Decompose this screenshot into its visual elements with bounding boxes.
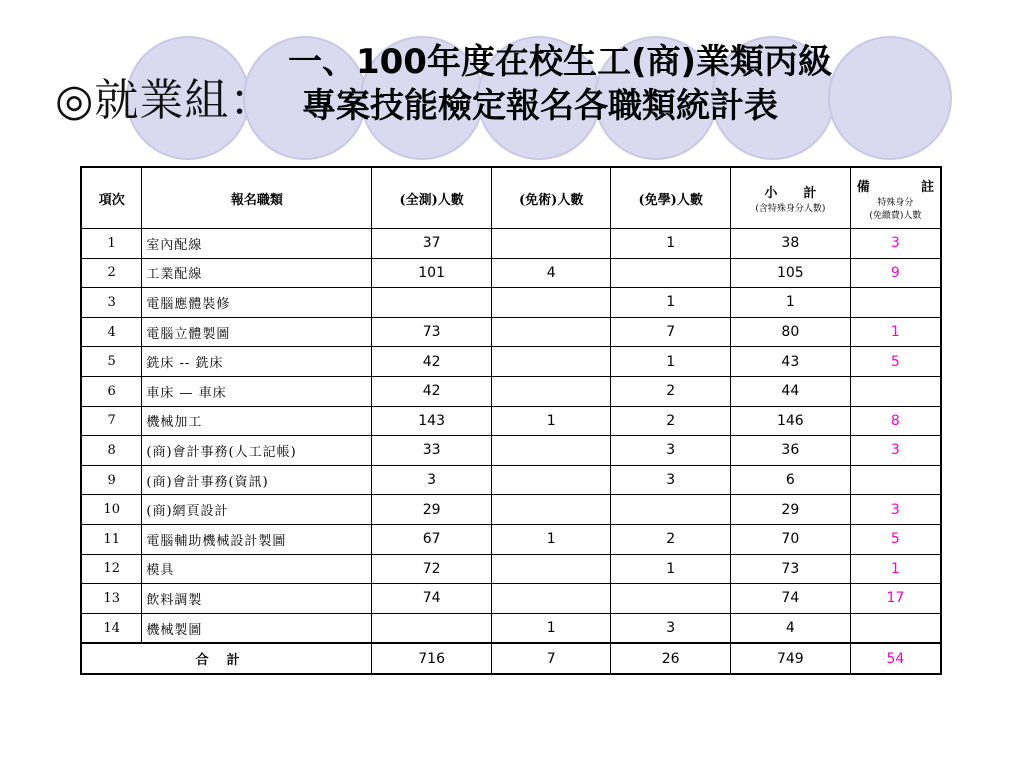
row-no: 12 [81, 554, 142, 584]
row-exempt-skill: 1 [491, 613, 611, 643]
row-subtotal: 70 [730, 524, 850, 554]
row-no: 11 [81, 524, 142, 554]
total-subtotal: 749 [730, 643, 850, 674]
row-note: 1 [850, 317, 941, 347]
total-exempt-skill: 7 [491, 643, 611, 674]
row-job: 室內配線 [142, 229, 372, 259]
table-row [81, 584, 941, 614]
row-note: 1 [850, 554, 941, 584]
row-note: 5 [850, 524, 941, 554]
row-job: 工業配線 [142, 258, 372, 288]
table-row [81, 376, 941, 406]
row-exempt-skill [491, 229, 611, 259]
row-exempt-theory [611, 258, 731, 288]
row-exempt-skill [491, 288, 611, 318]
row-exempt-theory: 2 [611, 524, 731, 554]
row-note: 5 [850, 347, 941, 377]
row-no: 4 [81, 317, 142, 347]
row-subtotal: 4 [730, 613, 850, 643]
row-exempt-theory: 1 [611, 288, 731, 318]
row-note [850, 465, 941, 495]
header-note-label-2: 註 [920, 179, 934, 195]
header-exempt-theory: (免學)人數 [611, 167, 731, 229]
row-exempt-skill [491, 465, 611, 495]
header-note-sub-1: 特殊身分 [877, 197, 914, 208]
table-header-row [81, 167, 941, 229]
row-job: 電腦輔助機械設計製圖 [142, 524, 372, 554]
row-exempt-theory: 3 [611, 465, 731, 495]
header-job: 報名職類 [142, 167, 372, 229]
header-note [850, 167, 941, 229]
row-job: (商)會計事務(人工記帳) [142, 436, 372, 466]
row-subtotal: 105 [730, 258, 850, 288]
header-full: (全測)人數 [372, 167, 492, 229]
row-no: 5 [81, 347, 142, 377]
header-note-title [853, 176, 938, 195]
row-no: 6 [81, 376, 142, 406]
header-subtotal [730, 167, 850, 229]
table-row [81, 495, 941, 525]
row-subtotal: 6 [730, 465, 850, 495]
row-exempt-skill [491, 584, 611, 614]
row-no: 10 [81, 495, 142, 525]
row-subtotal: 1 [730, 288, 850, 318]
row-exempt-skill [491, 554, 611, 584]
row-job: 電腦立體製圖 [142, 317, 372, 347]
row-subtotal: 36 [730, 436, 850, 466]
row-no: 8 [81, 436, 142, 466]
row-full [372, 288, 492, 318]
row-note [850, 376, 941, 406]
statistics-table [80, 166, 942, 675]
row-full: 42 [372, 376, 492, 406]
row-note [850, 613, 941, 643]
table-body [81, 229, 941, 644]
row-full: 73 [372, 317, 492, 347]
row-full: 33 [372, 436, 492, 466]
row-note: 17 [850, 584, 941, 614]
table-row [81, 288, 941, 318]
row-exempt-theory: 1 [611, 554, 731, 584]
row-job: 機械加工 [142, 406, 372, 436]
row-exempt-skill [491, 317, 611, 347]
row-exempt-skill [491, 436, 611, 466]
row-exempt-theory: 3 [611, 613, 731, 643]
total-exempt-theory: 26 [611, 643, 731, 674]
title-line-2: 專案技能檢定報名各職類統計表 [302, 86, 778, 126]
row-job: 飲料調製 [142, 584, 372, 614]
row-full: 37 [372, 229, 492, 259]
header-no: 項次 [81, 167, 142, 229]
total-row [81, 643, 941, 674]
row-full: 3 [372, 465, 492, 495]
row-exempt-skill [491, 347, 611, 377]
row-job: 模具 [142, 554, 372, 584]
row-subtotal: 74 [730, 584, 850, 614]
row-exempt-theory: 7 [611, 317, 731, 347]
table-row [81, 347, 941, 377]
table-row [81, 465, 941, 495]
row-subtotal: 44 [730, 376, 850, 406]
section-label: ◎就業組： [55, 75, 275, 126]
row-subtotal: 29 [730, 495, 850, 525]
table-row [81, 317, 941, 347]
row-exempt-theory: 2 [611, 376, 731, 406]
table-row [81, 258, 941, 288]
row-job: (商)會計事務(資訊) [142, 465, 372, 495]
table-row [81, 406, 941, 436]
header-subtotal-label: 小 計 [764, 186, 817, 201]
row-exempt-theory [611, 495, 731, 525]
row-subtotal: 146 [730, 406, 850, 436]
table-row [81, 554, 941, 584]
row-exempt-skill [491, 495, 611, 525]
table-row [81, 436, 941, 466]
row-full: 101 [372, 258, 492, 288]
row-subtotal: 43 [730, 347, 850, 377]
table-row [81, 613, 941, 643]
row-job: 車床 — 車床 [142, 376, 372, 406]
table-row [81, 229, 941, 259]
row-exempt-theory [611, 584, 731, 614]
row-full: 72 [372, 554, 492, 584]
row-exempt-theory: 3 [611, 436, 731, 466]
header-note-label: 備 [856, 179, 870, 195]
row-job: 銑床 -- 銑床 [142, 347, 372, 377]
row-no: 3 [81, 288, 142, 318]
row-exempt-skill: 1 [491, 406, 611, 436]
row-full: 42 [372, 347, 492, 377]
row-exempt-skill [491, 376, 611, 406]
row-note: 9 [850, 258, 941, 288]
row-note: 3 [850, 495, 941, 525]
row-job: (商)網頁設計 [142, 495, 372, 525]
row-no: 2 [81, 258, 142, 288]
row-note: 3 [850, 229, 941, 259]
total-label: 合計 [81, 643, 372, 674]
row-subtotal: 80 [730, 317, 850, 347]
header-note-sub-2: (免繳費)人數 [869, 210, 922, 221]
row-exempt-theory: 2 [611, 406, 731, 436]
row-no: 13 [81, 584, 142, 614]
row-note: 8 [850, 406, 941, 436]
total-full: 716 [372, 643, 492, 674]
row-no: 9 [81, 465, 142, 495]
row-full: 67 [372, 524, 492, 554]
total-note: 54 [850, 643, 941, 674]
row-note [850, 288, 941, 318]
row-full [372, 613, 492, 643]
row-no: 7 [81, 406, 142, 436]
page-title [240, 40, 880, 128]
row-full: 143 [372, 406, 492, 436]
row-exempt-theory: 1 [611, 347, 731, 377]
header-exempt-skill: (免術)人數 [491, 167, 611, 229]
row-job: 電腦應體裝修 [142, 288, 372, 318]
row-exempt-skill: 4 [491, 258, 611, 288]
title-line-1: 一、100年度在校生工(商)業類丙級 [287, 42, 833, 82]
row-note: 3 [850, 436, 941, 466]
row-exempt-theory: 1 [611, 229, 731, 259]
header-subtotal-sub: (含特殊身分人數) [755, 204, 826, 214]
row-full: 74 [372, 584, 492, 614]
row-exempt-skill: 1 [491, 524, 611, 554]
row-job: 機械製圖 [142, 613, 372, 643]
row-full: 29 [372, 495, 492, 525]
row-subtotal: 73 [730, 554, 850, 584]
row-no: 14 [81, 613, 142, 643]
row-no: 1 [81, 229, 142, 259]
row-subtotal: 38 [730, 229, 850, 259]
table-row [81, 524, 941, 554]
